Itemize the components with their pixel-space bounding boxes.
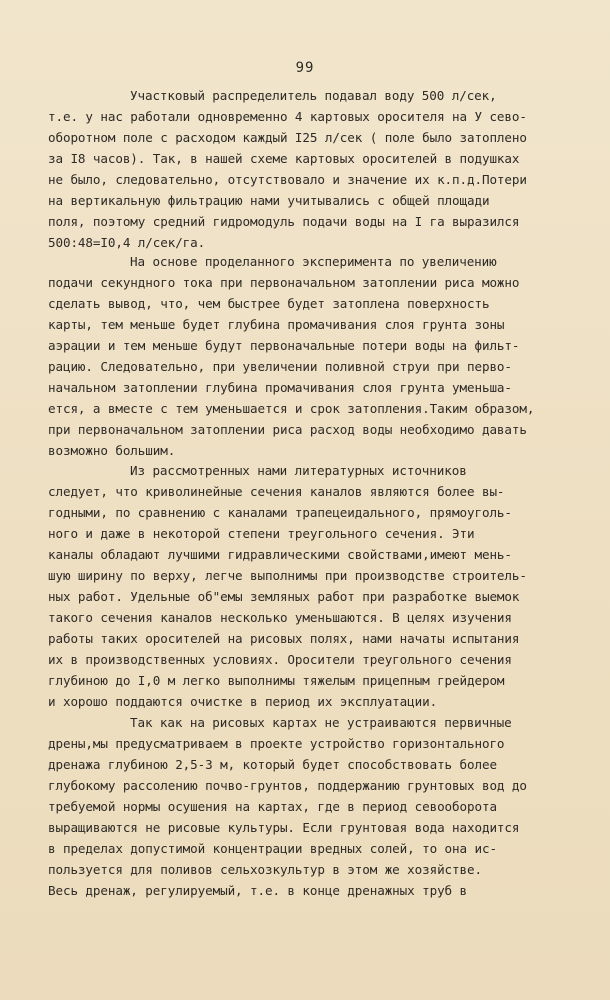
text-line: Из рассмотренных нами литературных источников xyxy=(130,463,467,478)
text-line: аэрации и тем меньше будут первоначальные потери воды на фильт- xyxy=(48,338,520,353)
text-line: шую ширину по верху, легче выполнимы при производстве строитель- xyxy=(48,568,527,583)
text-line: работы таких оросителей на рисовых полях, нами начаты испытания xyxy=(48,631,520,646)
text-line: дренажа глубиною 2,5-3 м, который будет способствовать более xyxy=(48,757,497,772)
text-line: На основе проделанного эксперимента по увеличению xyxy=(130,254,497,269)
text-line: возможно большим. xyxy=(48,443,176,458)
text-line: рацию. Следовательно, при увеличении поливной струи при перво- xyxy=(48,359,512,374)
text-line: такого сечения каналов несколько уменьшаются. В целях изучения xyxy=(48,610,512,625)
text-line: не было, следовательно, отсутствовало и значение их к.п.д.Потери xyxy=(48,172,527,187)
text-line: за I8 часов). Так, в нашей схеме картовых оросителей в подушках xyxy=(48,151,520,166)
text-line: пользуется для поливов сельхозкультур в этом же хозяйстве. xyxy=(48,862,482,877)
text-line: карты, тем меньше будет глубина промачивания слоя грунта зоны xyxy=(48,317,505,332)
text-line: начальном затоплении глубина промачивания слоя грунта уменьша- xyxy=(48,380,512,395)
text-line: ется, а вместе с тем уменьшается и срок затопления.Таким образом, xyxy=(48,401,535,416)
text-line: и хорошо поддаются очистке в период их эксплуатации. xyxy=(48,694,438,709)
text-line: выращиваются не рисовые культуры. Если грунтовая вода находится xyxy=(48,820,520,835)
text-line: Так как на рисовых картах не устраиваются первичные xyxy=(130,715,512,730)
text-line: при первоначальном затоплении риса расход воды необходимо давать xyxy=(48,422,527,437)
text-line: на вертикальную фильтрацию нами учитывались с общей площади xyxy=(48,193,490,208)
text-line: в пределах допустимой концентрации вредных солей, то она ис- xyxy=(48,841,497,856)
text-line: глубокому рассолению почво-грунтов, поддержанию грунтовых вод до xyxy=(48,778,527,793)
text-line: их в производственных условиях. Оросители треугольного сечения xyxy=(48,652,512,667)
text-line: следует, что криволинейные сечения каналов являются более вы- xyxy=(48,484,505,499)
text-line: Весь дренаж, регулируемый, т.е. в конце дренажных труб в xyxy=(48,883,467,898)
text-line: ного и даже в некоторой степени треугольного сечения. Эти xyxy=(48,526,475,541)
text-line: 500:48=I0,4 л/сек/га. xyxy=(48,235,206,250)
page-number: 99 xyxy=(295,60,315,76)
text-line: т.е. у нас работали одновременно 4 картовых оросителя на У сево- xyxy=(48,109,527,124)
text-line: требуемой нормы осушения на картах, где в период севооборота xyxy=(48,799,497,814)
text-line: каналы обладают лучшими гидравлическими свойствами,имеют мень- xyxy=(48,547,512,562)
text-line: годными, по сравнению с каналами трапецеидального, прямоуголь- xyxy=(48,505,512,520)
text-line: глубиною до I,0 м легко выполнимы тяжелым прицепным грейдером xyxy=(48,673,505,688)
text-line: дрены,мы предусматриваем в проекте устройство горизонтального xyxy=(48,736,505,751)
text-line: ных работ. Удельные об"емы земляных работ при разработке выемок xyxy=(48,589,520,604)
text-line: оборотном поле с расходом каждый I25 л/сек ( поле было затоплено xyxy=(48,130,527,145)
text-line: поля, поэтому средний гидромодуль подачи воды на I га выразился xyxy=(48,214,520,229)
text-line: подачи секундного тока при первоначальном затоплении риса можно xyxy=(48,275,520,290)
text-line: Участковый распределитель подавал воду 500 л/сек, xyxy=(130,88,497,103)
text-line: сделать вывод, что, чем быстрее будет затоплена поверхность xyxy=(48,296,490,311)
